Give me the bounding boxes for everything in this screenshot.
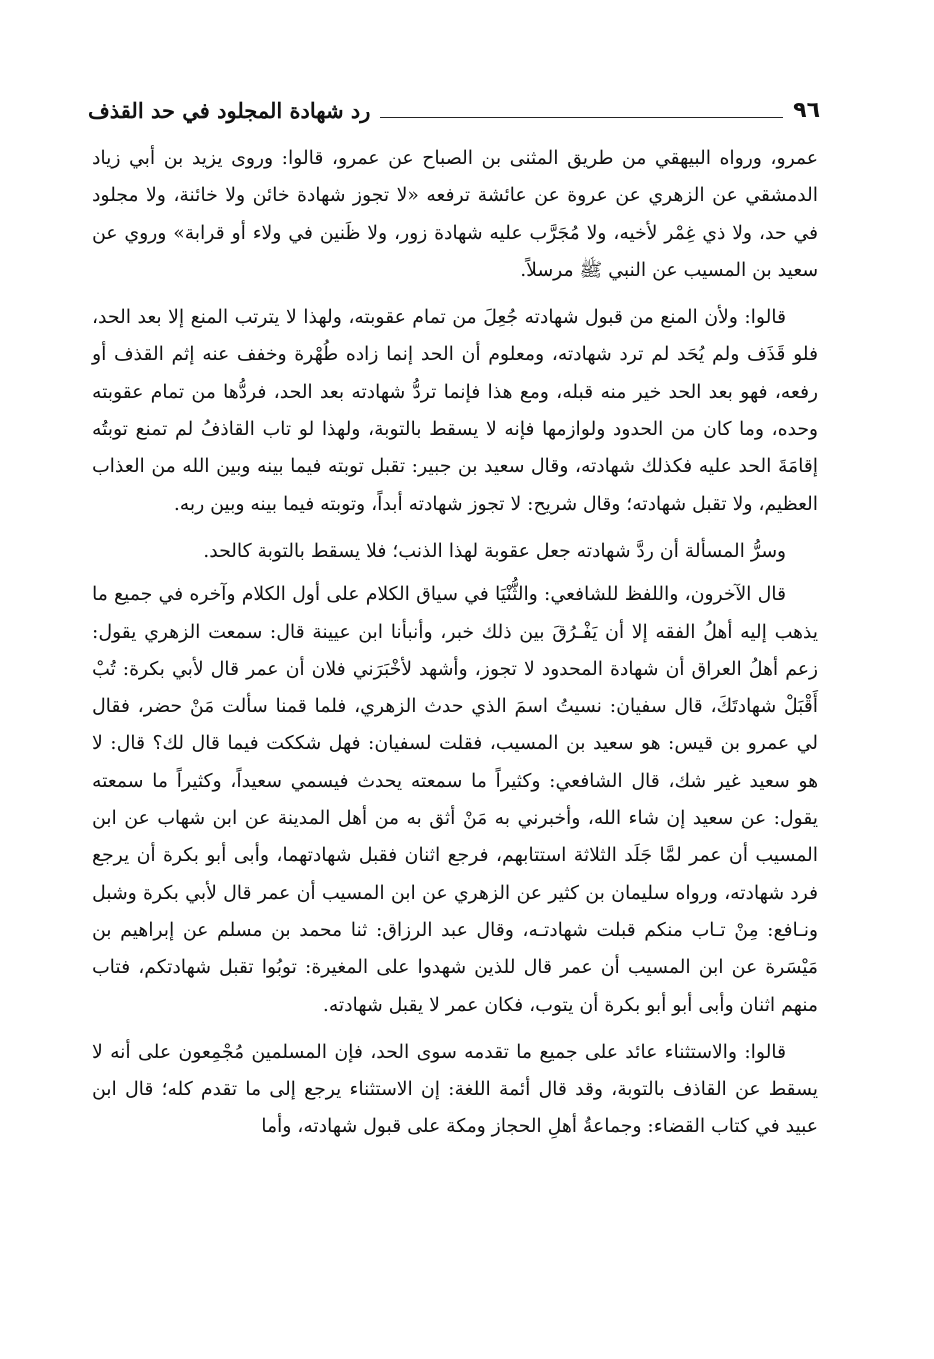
page-number: ٩٦ xyxy=(793,98,820,123)
header-rule xyxy=(380,117,783,118)
paragraph-2: قالوا: ولأن المنع من قبول شهادته جُعِلَ من تمام عقوبته، ولهذا لا يترتب المنع إلا بعد الحد، فلو قَذَف ولم يُحَد لم ترد شهادته، ومعلوم أن الحد إنما زاده طُهْرة وخفف عنه إثم القذف أو رفعه، فهو بعد الحد خير منه قبله، ومع هذا فإنما تردُّ شهادته بعد الحد، فردُّها من تمام عقوبته وحده، وما كان من الحدود ولوازمها فإنه لا يسقط بالتوبة، ولهذا لو تاب القاذفُ لم تمنع توبتُه إقامَةَ الحد عليه فكذلك شهادته، وقال سعيد بن جبير: تقبل توبته فيما بينه وبين الله من العذاب العظيم، ولا تقبل شهادته؛ وقال شريح: لا تجوز شهادته أبداً، وتوبته فيما بينه وبين ربه. xyxy=(92,307,818,515)
running-title: رد شهادة المجلود في حد القذف xyxy=(88,98,371,123)
paragraph-3: وسرُّ المسألة أن ردَّ شهادته جعل عقوبة لهذا الذنب؛ فلا يسقط بالتوبة كالحد. xyxy=(203,540,786,562)
paragraph-4: قال الآخرون، واللفظ للشافعي: والثُّنْيَا في سياق الكلام على أول الكلام وآخره في جميع ما يذهب إليه أهلُ الفقه إلا أن يَفْـرُقَ بين ذلك خبر، وأنبأنا ابن عيينة قال: سمعت الزهري يقول: زعم أهلُ العراق أن شهادة المحدود لا تجوز، وأشهد لأخْبَرَني فلان أن عمر قال لأبي بكرة: تُبْ أَقْبَلْ شهادتَكَ، قال سفيان: نسيتُ اسمَ الذي حدث الزهري، فلما قمنا سألت مَنْ حضر، فقال لي عمرو بن قيس: هو سعيد بن المسيب، فقلت لسفيان: فهل شككت فيما قال لك؟ قال: لا هو سعيد غير شك، قال الشافعي: وكثيراً ما سمعته يحدث فيسمي سعيداً، وكثيراً ما سمعته يقول: عن سعيد إن شاء الله، وأخبرني به مَنْ أثق به من أهل المدينة عن ابن شهاب عن ابن المسيب أن عمر لمَّا جَلَد الثلاثة استتابهم، فرجع اثنان فقبل شهادتهما، وأبى أبو بكرة أن يرجع فرد شهادته، ورواه سليمان بن كثير عن الزهري عن ابن المسيب أن عمر قال لأبي بكرة وشبل ونـافع: مِنْ تـاب منكم قبلت شهادتـه، وقال عبد الرزاق: ثنا محمد بن مسلم عن إبراهيم بن مَيْسَرة عن ابن المسيب أن عمر قال للذين شهدوا على المغيرة: توبُوا تقبل شهادتكم، فتاب منهم اثنان وأبى أبو أبو بكرة أن يتوب، فكان عمر لا يقبل شهادته. xyxy=(92,584,818,1016)
page-header xyxy=(88,84,820,124)
paragraph-1: عمرو، ورواه البيهقي من طريق المثنى بن الصباح عن عمرو، قالوا: وروى يزيد بن أبي زياد الدمشقي عن الزهري عن عروة عن عائشة ترفعه «لا تجوز شهادة خائن ولا خائنة، ولا مجلود في حد، ولا ذي غِمْر لأخيه، ولا مُجَرَّب عليه شهادة زور، ولا ظَنين في ولاء أو قرابة» وروي عن سعيد بن المسيب عن النبي ﷺ مرسلاً. xyxy=(92,148,818,281)
page-body xyxy=(92,140,818,1156)
paragraph-5: قالوا: والاستثناء عائد على جميع ما تقدمه سوى الحد، فإن المسلمين مُجْمِعون على أنه لا يسقط عن القاذف بالتوبة، وقد قال أئمة اللغة: إن الاستثناء يرجع إلى ما تقدم كله؛ قال ابن عبيد في كتاب القضاء: وجماعةُ أهلِ الحجاز ومكة على قبول شهادته، وأما xyxy=(92,1041,818,1138)
